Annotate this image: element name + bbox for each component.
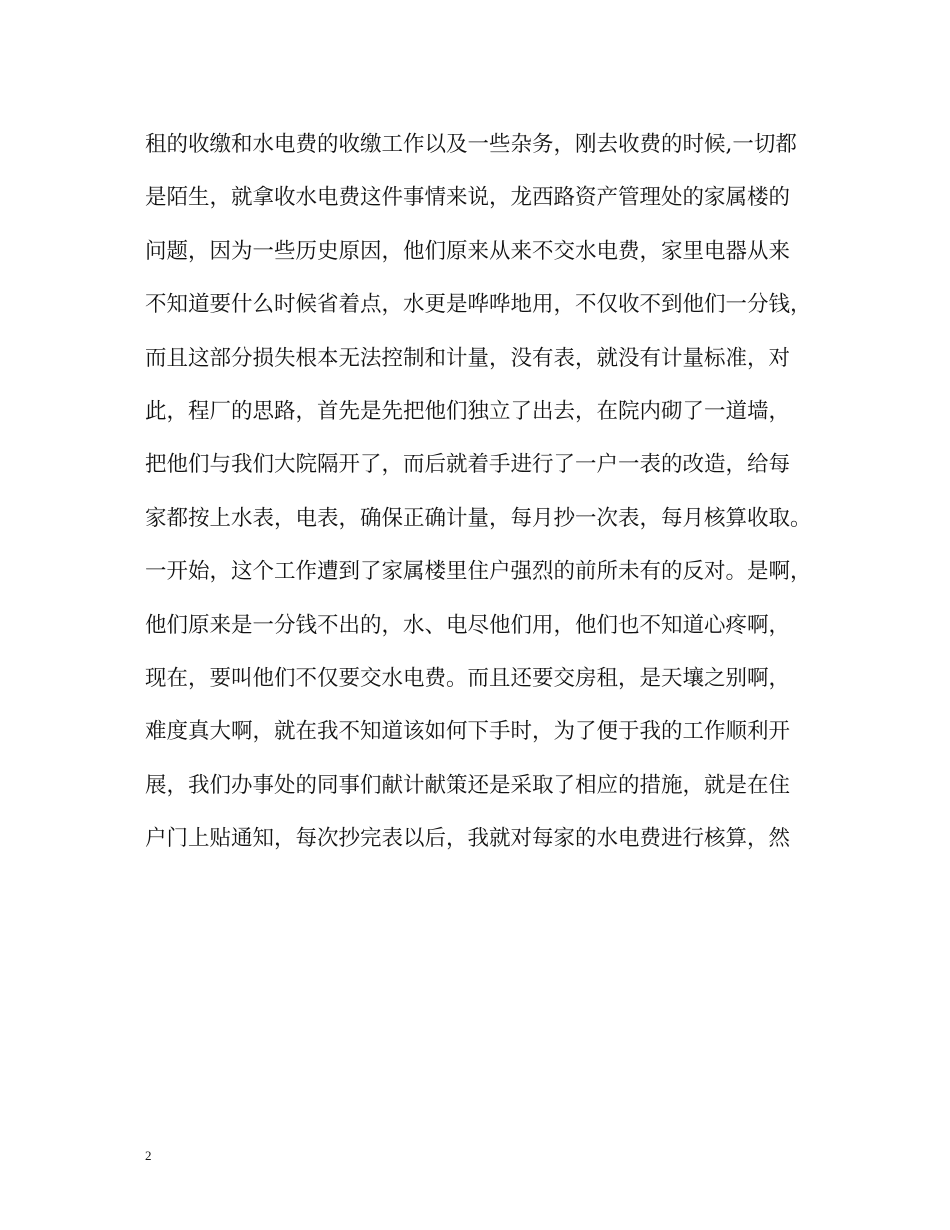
text-line: 是陌生，就拿收水电费这件事情来说，龙西路资产管理处的家属楼的 bbox=[145, 185, 791, 211]
text-line: 户门上贴通知，每次抄完表以后，我就对每家的水电费进行核算，然 bbox=[145, 826, 791, 852]
text-line: 他们原来是一分钱不出的，水、电尽他们用，他们也不知道心疼啊， bbox=[145, 612, 791, 638]
text-line: 问题，因为一些历史原因，他们原来从来不交水电费，家里电器从来 bbox=[145, 238, 791, 264]
text-line: 一开始，这个工作遭到了家属楼里住户强烈的前所未有的反对。是啊， bbox=[145, 559, 812, 585]
text-line: 现在，要叫他们不仅要交水电费。而且还要交房租，是天壤之别啊， bbox=[145, 665, 791, 691]
text-line: 难度真大啊，就在我不知道该如何下手时，为了便于我的工作顺利开 bbox=[145, 719, 791, 745]
text-line: 而且这部分损失根本无法控制和计量，没有表，就没有计量标准，对 bbox=[145, 345, 791, 371]
text-line: 不知道要什么时候省着点，水更是哗哗地用，不仅收不到他们一分钱， bbox=[145, 292, 812, 318]
body-text bbox=[145, 124, 815, 871]
text-line: 租的收缴和水电费的收缴工作以及一些杂务，刚去收费的时候,一切都 bbox=[145, 132, 797, 157]
text-line: 此，程厂的思路，首先是先把他们独立了出去，在院内砌了一道墙， bbox=[145, 398, 791, 424]
text-line: 展，我们办事处的同事们献计献策还是采取了相应的措施，就是在住 bbox=[145, 772, 791, 798]
text-line: 把他们与我们大院隔开了，而后就着手进行了一户一表的改造，给每 bbox=[145, 452, 791, 478]
text-line: 家都按上水表，电表，确保正确计量，每月抄一次表，每月核算收取。 bbox=[145, 505, 812, 531]
page-number: 2 bbox=[145, 1148, 152, 1163]
